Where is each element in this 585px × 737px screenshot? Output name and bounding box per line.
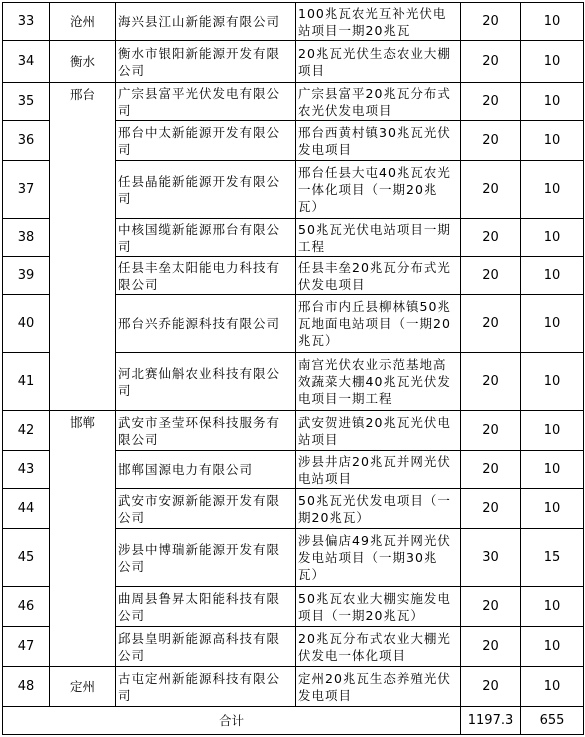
company-cell: 涉县中博瑞新能源开发有限公司 xyxy=(116,529,296,587)
table-row xyxy=(3,411,584,451)
row-number: 37 xyxy=(3,161,50,219)
project-cell: 100兆瓦农光互补光伏电站项目一期20兆瓦 xyxy=(296,3,461,41)
project-cell: 邢台任县大屯40兆瓦农光一体化项目（一期20兆瓦） xyxy=(296,161,461,219)
table-row xyxy=(3,3,584,41)
row-number: 36 xyxy=(3,121,50,161)
total-scale: 655 xyxy=(521,707,584,735)
row-number: 39 xyxy=(3,257,50,295)
capacity-cell: 30 xyxy=(461,529,521,587)
project-cell: 南宫光伏农业示范基地高效蔬菜大棚40兆瓦光伏发电项目一期工程 xyxy=(296,353,461,411)
total-label: 合计 xyxy=(3,707,461,735)
project-cell: 邢台西黄村镇30兆瓦光伏发电项目 xyxy=(296,121,461,161)
project-cell: 涉县偏店49兆瓦并网光伏发电站项目（一期30兆瓦） xyxy=(296,529,461,587)
scale-cell: 10 xyxy=(521,411,584,451)
row-number: 48 xyxy=(3,667,50,707)
company-cell: 任县丰垒太阳能电力科技有限公司 xyxy=(116,257,296,295)
project-cell: 任县丰垒20兆瓦分布式光伏发电项目 xyxy=(296,257,461,295)
capacity-cell: 20 xyxy=(461,411,521,451)
scale-cell: 10 xyxy=(521,257,584,295)
scale-cell: 10 xyxy=(521,161,584,219)
scale-cell: 10 xyxy=(521,41,584,83)
company-cell: 邢台中太新能源开发有限公司 xyxy=(116,121,296,161)
company-cell: 邯郸国源电力有限公司 xyxy=(116,451,296,489)
row-number: 43 xyxy=(3,451,50,489)
city-cell: 邯郸 xyxy=(50,411,116,667)
project-cell: 武安贺进镇20兆瓦光伏电站项目 xyxy=(296,411,461,451)
capacity-cell: 20 xyxy=(461,3,521,41)
company-cell: 广宗县富平光伏发电有限公司 xyxy=(116,83,296,121)
capacity-cell: 20 xyxy=(461,295,521,353)
company-cell: 武安市安源新能源开发有限公司 xyxy=(116,489,296,529)
scale-cell: 10 xyxy=(521,587,584,627)
capacity-cell: 20 xyxy=(461,627,521,667)
row-number: 34 xyxy=(3,41,50,83)
capacity-cell: 20 xyxy=(461,257,521,295)
scale-cell: 10 xyxy=(521,121,584,161)
table-row xyxy=(3,41,584,83)
capacity-cell: 20 xyxy=(461,121,521,161)
row-number: 42 xyxy=(3,411,50,451)
row-number: 47 xyxy=(3,627,50,667)
project-cell: 20兆瓦光伏生态农业大棚项目 xyxy=(296,41,461,83)
scale-cell: 10 xyxy=(521,667,584,707)
company-cell: 海兴县江山新能源有限公司 xyxy=(116,3,296,41)
scale-cell: 15 xyxy=(521,529,584,587)
project-cell: 50兆瓦光伏电站项目一期工程 xyxy=(296,219,461,257)
capacity-cell: 20 xyxy=(461,667,521,707)
company-cell: 衡水市银阳新能源开发有限公司 xyxy=(116,41,296,83)
scale-cell: 10 xyxy=(521,451,584,489)
capacity-cell: 20 xyxy=(461,451,521,489)
capacity-cell: 20 xyxy=(461,353,521,411)
row-number: 41 xyxy=(3,353,50,411)
project-cell: 50兆瓦光伏发电项目（一期20兆瓦） xyxy=(296,489,461,529)
scale-cell: 10 xyxy=(521,219,584,257)
row-number: 38 xyxy=(3,219,50,257)
scale-cell: 10 xyxy=(521,489,584,529)
company-cell: 曲周县鲁昇太阳能科技有限公司 xyxy=(116,587,296,627)
city-cell: 邢台 xyxy=(50,83,116,411)
total-capacity: 1197.3 xyxy=(461,707,521,735)
company-cell: 中核国缆新能源邢台有限公司 xyxy=(116,219,296,257)
project-cell: 20兆瓦分布式农业大棚光伏发电一体化项目 xyxy=(296,627,461,667)
city-cell: 定州 xyxy=(50,667,116,707)
capacity-cell: 20 xyxy=(461,219,521,257)
company-cell: 邢台兴乔能源科技有限公司 xyxy=(116,295,296,353)
row-number: 46 xyxy=(3,587,50,627)
capacity-cell: 20 xyxy=(461,587,521,627)
project-table xyxy=(2,2,584,735)
table-row xyxy=(3,667,584,707)
row-number: 35 xyxy=(3,83,50,121)
scale-cell: 10 xyxy=(521,353,584,411)
project-cell: 涉县井店20兆瓦并网光伏电站项目 xyxy=(296,451,461,489)
project-cell: 邢台市内丘县柳林镇50兆瓦地面电站项目（一期20兆瓦） xyxy=(296,295,461,353)
total-row xyxy=(3,707,584,735)
city-cell: 衡水 xyxy=(50,41,116,83)
city-cell: 沧州 xyxy=(50,3,116,41)
capacity-cell: 20 xyxy=(461,161,521,219)
row-number: 33 xyxy=(3,3,50,41)
scale-cell: 10 xyxy=(521,627,584,667)
row-number: 44 xyxy=(3,489,50,529)
capacity-cell: 20 xyxy=(461,41,521,83)
company-cell: 河北赛仙斛农业科技有限公司 xyxy=(116,353,296,411)
company-cell: 古屯定州新能源科技有限公司 xyxy=(116,667,296,707)
table-row xyxy=(3,83,584,121)
company-cell: 武安市圣莹环保科技服务有限公司 xyxy=(116,411,296,451)
company-cell: 任县晶能新能源开发有限公司 xyxy=(116,161,296,219)
scale-cell: 10 xyxy=(521,83,584,121)
company-cell: 邱县皇明新能源高科技有限公司 xyxy=(116,627,296,667)
capacity-cell: 20 xyxy=(461,489,521,529)
project-cell: 广宗县富平20兆瓦分布式农光伏发电项目 xyxy=(296,83,461,121)
scale-cell: 10 xyxy=(521,295,584,353)
project-cell: 50兆瓦农业大棚实施发电项目（一期20兆瓦） xyxy=(296,587,461,627)
scale-cell: 10 xyxy=(521,3,584,41)
row-number: 45 xyxy=(3,529,50,587)
capacity-cell: 20 xyxy=(461,83,521,121)
row-number: 40 xyxy=(3,295,50,353)
project-cell: 定州20兆瓦生态养殖光伏发电项目 xyxy=(296,667,461,707)
